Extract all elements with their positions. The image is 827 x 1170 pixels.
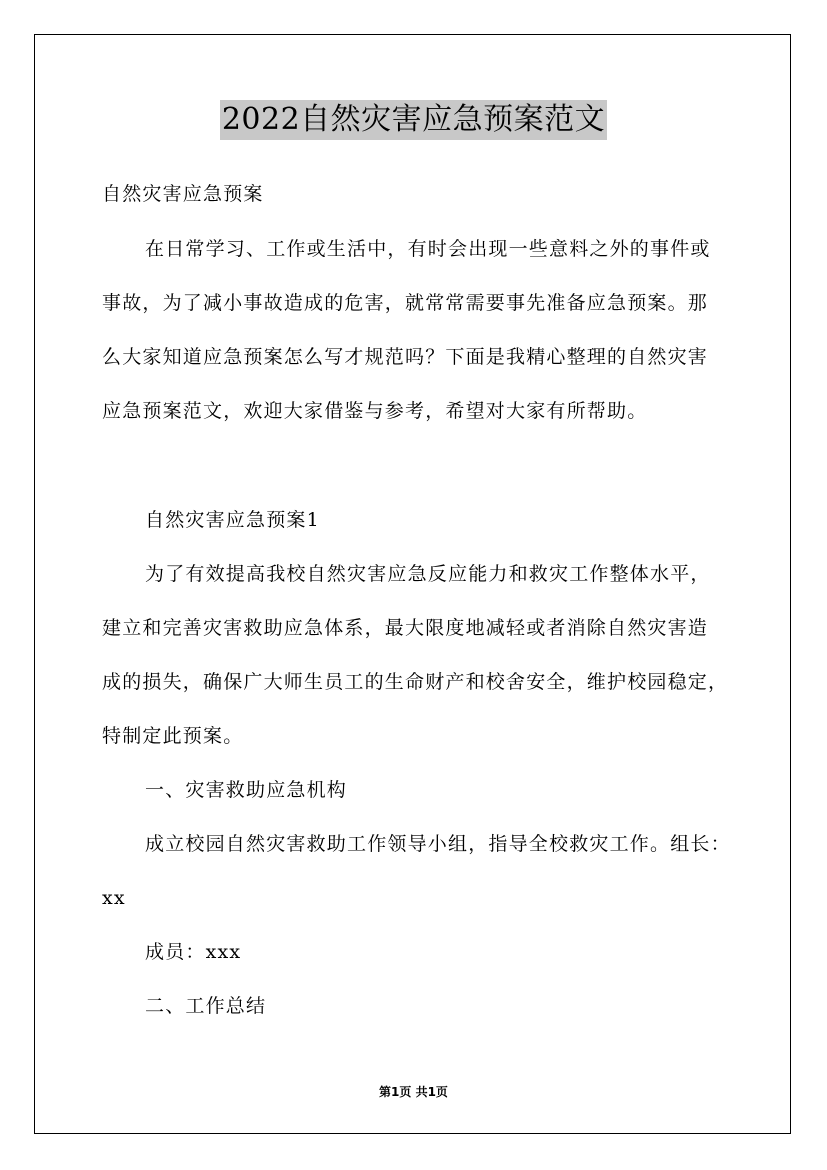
title-container — [0, 100, 827, 140]
section-heading: 二、工作总结 — [145, 995, 267, 1017]
paragraph-line: 事故，为了减小事故造成的危害，就常常需要事先准备应急预案。那 — [102, 292, 709, 314]
paragraph-line: 建立和完善灾害救助应急体系，最大限度地减轻或者消除自然灾害造 — [102, 617, 709, 639]
page-footer: 第1页 共1页 — [379, 1085, 448, 1099]
paragraph-line: 为了有效提高我校自然灾害应急反应能力和救灾工作整体水平， — [145, 563, 711, 585]
paragraph-line: 在日常学习、工作或生活中，有时会出现一些意料之外的事件或 — [145, 238, 711, 260]
paragraph-line: 成立校园自然灾害救助工作领导小组，指导全校救灾工作。组长： — [145, 833, 731, 855]
paragraph-line: 成的损失，确保广大师生员工的生命财产和校舍安全，维护校园稳定， — [102, 671, 729, 693]
paragraph-line: 特制定此预案。 — [102, 725, 244, 747]
section-heading: 一、灾害救助应急机构 — [145, 779, 348, 801]
paragraph-line: 应急预案范文，欢迎大家借鉴与参考，希望对大家有所帮助。 — [102, 400, 648, 422]
paragraph-line: xx — [102, 887, 126, 909]
paragraph-line: 成员：xxx — [145, 941, 242, 963]
document-title: 2022自然灾害应急预案范文 — [220, 100, 607, 140]
subsection-heading: 自然灾害应急预案1 — [145, 509, 320, 531]
section-heading: 自然灾害应急预案 — [102, 183, 264, 205]
paragraph-line: 么大家知道应急预案怎么写才规范吗？下面是我精心整理的自然灾害 — [102, 346, 709, 368]
